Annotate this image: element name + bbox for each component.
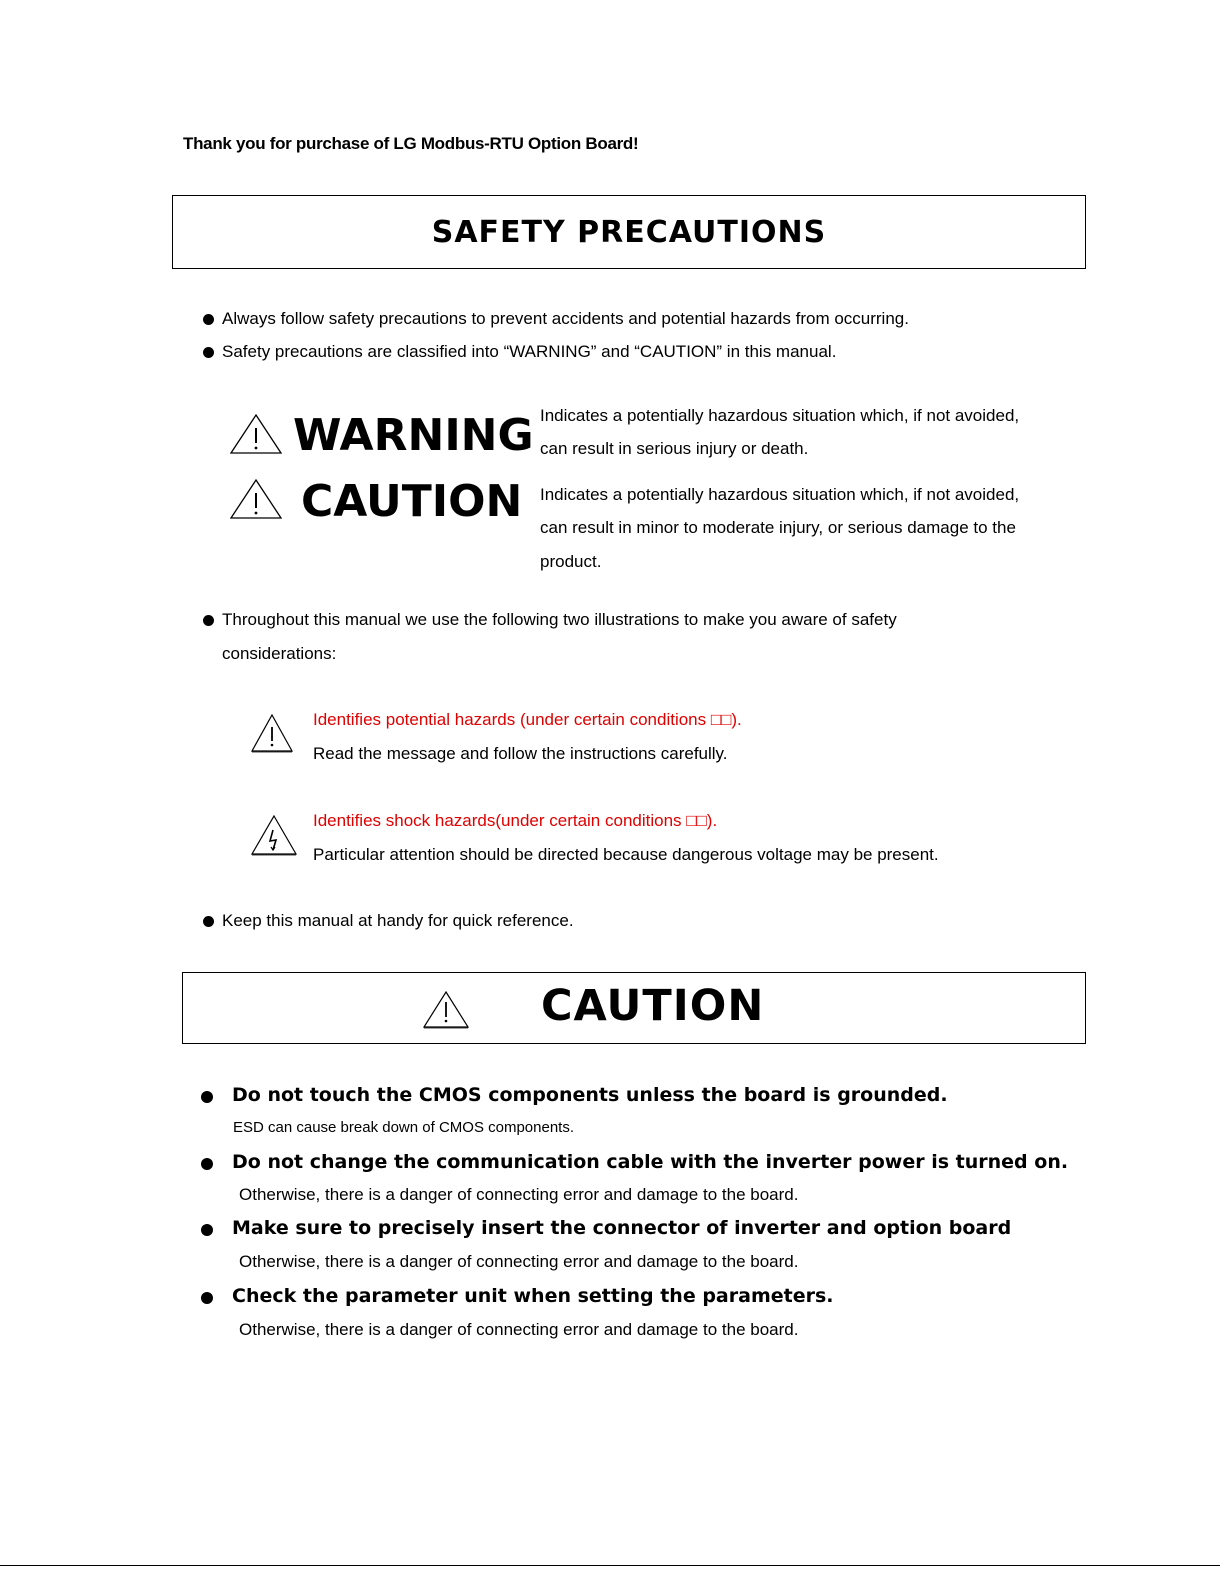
bullet-dot-icon bbox=[201, 1091, 213, 1103]
page-title: SAFETY PRECAUTIONS bbox=[431, 214, 827, 250]
bullet-dot-icon bbox=[201, 1292, 213, 1304]
caution-item-detail: Otherwise, there is a danger of connecting error and damage to the board. bbox=[239, 1185, 799, 1204]
bullet-dot-icon bbox=[203, 314, 214, 325]
caution-description-line: Indicates a potentially hazardous situation which, if not avoided, bbox=[540, 485, 1020, 504]
illustrations-intro-continuation: considerations: bbox=[222, 644, 337, 663]
intro-text: Thank you for purchase of LG Modbus-RTU Option Board! bbox=[183, 134, 639, 153]
warning-description-line: can result in serious injury or death. bbox=[540, 439, 809, 458]
caution-label: CAUTION bbox=[301, 476, 523, 527]
bullet-dot-icon bbox=[201, 1158, 213, 1170]
caution-triangle-icon bbox=[249, 712, 295, 754]
bullet-dot-icon bbox=[201, 1224, 213, 1236]
illustration-text: Read the message and follow the instructions carefully. bbox=[313, 744, 728, 763]
page-bottom-rule bbox=[0, 1565, 1220, 1566]
caution-section-title: CAUTION bbox=[541, 981, 765, 1031]
bullet-dot-icon bbox=[203, 347, 214, 358]
illustration-title: Identifies shock hazards(under certain conditions □□). bbox=[313, 811, 718, 830]
warning-description-line: Indicates a potentially hazardous situation which, if not avoided, bbox=[540, 406, 1020, 425]
caution-description-line: product. bbox=[540, 552, 602, 571]
caution-section-header bbox=[182, 972, 1086, 1044]
caution-triangle-icon bbox=[229, 478, 283, 520]
safety-precautions-header bbox=[172, 195, 1086, 269]
shock-triangle-icon bbox=[249, 813, 299, 857]
warning-triangle-icon bbox=[229, 413, 283, 455]
warning-label: WARNING bbox=[293, 410, 534, 461]
caution-item-detail: ESD can cause break down of CMOS components. bbox=[233, 1119, 575, 1136]
caution-item-detail: Otherwise, there is a danger of connecting error and damage to the board. bbox=[239, 1320, 799, 1339]
bullet-dot-icon bbox=[203, 615, 214, 626]
bullet-dot-icon bbox=[203, 916, 214, 927]
caution-description-line: can result in minor to moderate injury, or serious damage to the bbox=[540, 518, 1016, 537]
caution-triangle-icon bbox=[421, 990, 471, 1030]
illustration-title: Identifies potential hazards (under certain conditions □□). bbox=[313, 710, 742, 729]
caution-item-detail: Otherwise, there is a danger of connecting error and damage to the board. bbox=[239, 1252, 799, 1271]
illustration-text: Particular attention should be directed because dangerous voltage may be present. bbox=[313, 845, 939, 864]
